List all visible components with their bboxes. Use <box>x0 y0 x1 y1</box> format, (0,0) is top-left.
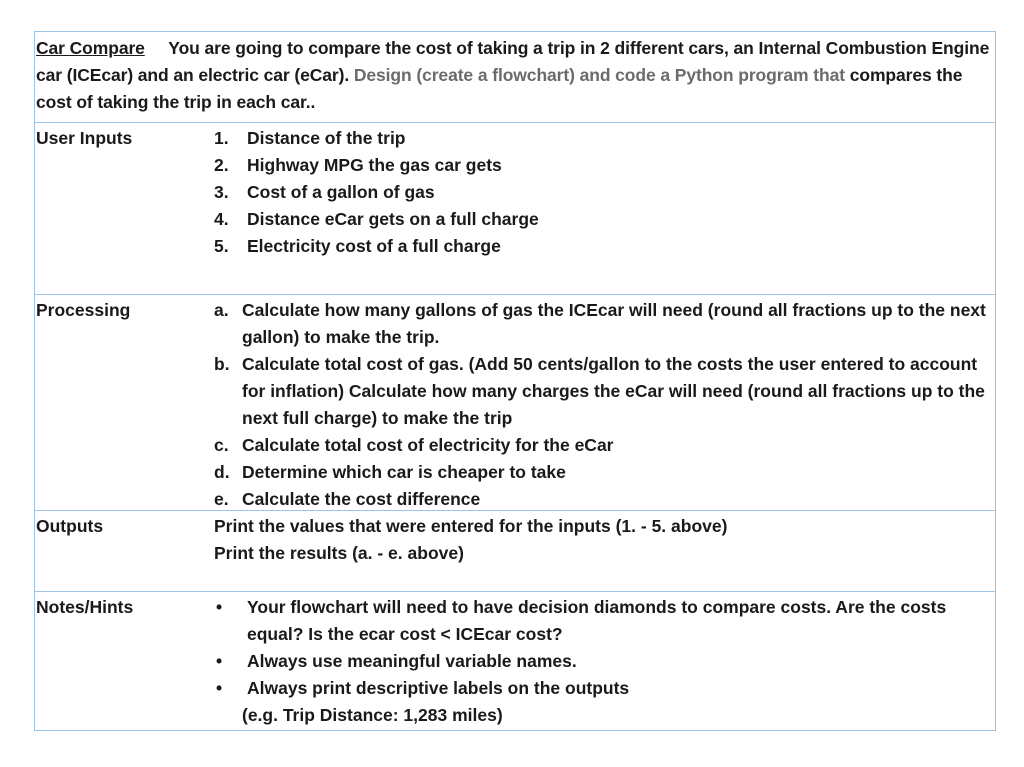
list-item <box>214 152 995 179</box>
row-label-user-inputs: User Inputs <box>36 128 133 148</box>
list-item <box>214 675 995 702</box>
list-item-text: Cost of a gallon of gas <box>247 182 435 202</box>
row-user-inputs <box>35 123 995 295</box>
assignment-table <box>34 31 996 731</box>
list-item <box>214 648 995 675</box>
row-label-notes-hints: Notes/Hints <box>36 597 134 617</box>
user-inputs-list <box>214 123 995 294</box>
list-marker: b. <box>214 354 230 374</box>
list-item-text: Electricity cost of a full charge <box>247 236 501 256</box>
row-outputs <box>35 511 995 592</box>
list-item-text: Always use meaningful variable names. <box>247 651 577 671</box>
output-line: Print the values that were entered for the inputs (1. - 5. above) <box>214 516 728 536</box>
list-marker: 1. <box>214 128 229 148</box>
processing-list <box>214 295 995 510</box>
list-marker: d. <box>214 462 230 482</box>
list-marker: e. <box>214 489 229 509</box>
list-item-text: Calculate total cost of electricity for the eCar <box>242 435 614 455</box>
list-marker: 3. <box>214 182 229 202</box>
list-item <box>214 432 995 459</box>
list-item <box>214 206 995 233</box>
row-processing <box>35 295 995 511</box>
list-item <box>214 486 995 513</box>
list-item-text: Always print descriptive labels on the outputs <box>247 678 630 698</box>
intro-cell <box>35 32 995 123</box>
list-marker: 5. <box>214 236 229 256</box>
bullet-icon: • <box>216 597 223 617</box>
list-item <box>214 233 995 260</box>
list-item-text: Calculate the cost difference <box>242 489 481 509</box>
bullet-icon: • <box>216 651 223 671</box>
row-label-processing: Processing <box>36 300 131 320</box>
list-item-text: Determine which car is cheaper to take <box>242 462 566 482</box>
list-marker: a. <box>214 300 229 320</box>
list-item <box>214 297 995 351</box>
list-marker: 4. <box>214 209 229 229</box>
intro-text-2: compares the cost of taking the trip in each car.. <box>36 65 963 112</box>
list-item <box>214 125 995 152</box>
row-label-outputs: Outputs <box>36 516 104 536</box>
bullet-icon: • <box>216 678 223 698</box>
list-item-text: Distance of the trip <box>247 128 406 148</box>
list-item <box>214 351 995 432</box>
output-label-example: (e.g. Trip Distance: 1,283 miles) <box>242 705 503 725</box>
list-item-text: Calculate total cost of gas. (Add 50 cents/gallon to the costs the user entered to account for inflation) Calculate how many charges the eCar will need (round all fractions up to the next full charge) to make the trip <box>242 354 985 428</box>
list-item-text: Calculate how many gallons of gas the ICEcar will need (round all fractions up to the next gallon) to make the trip. <box>242 300 986 347</box>
outputs-text <box>214 511 995 591</box>
list-item <box>214 459 995 486</box>
intro-text-1: You are going to compare the cost of taking a trip in 2 different cars, an Internal Combustion Engine car (ICEcar) and an electric car (eCar). <box>36 38 990 85</box>
list-marker: 2. <box>214 155 229 175</box>
intro-text-highlight: Design (create a flowchart) and code a Python program that <box>353 65 845 85</box>
assignment-title: Car Compare <box>36 38 145 58</box>
list-item-text: Your flowchart will need to have decision diamonds to compare costs. Are the costs equal? Is the ecar cost < ICEcar cost? <box>247 597 947 644</box>
notes-list <box>214 592 995 730</box>
list-item-text: Distance eCar gets on a full charge <box>247 209 539 229</box>
list-item <box>214 594 995 648</box>
list-marker: c. <box>214 435 229 455</box>
output-line: Print the results (a. - e. above) <box>214 543 464 563</box>
list-item <box>214 179 995 206</box>
row-notes-hints <box>35 592 995 730</box>
list-item-text: Highway MPG the gas car gets <box>247 155 502 175</box>
title-spacing <box>145 38 169 58</box>
